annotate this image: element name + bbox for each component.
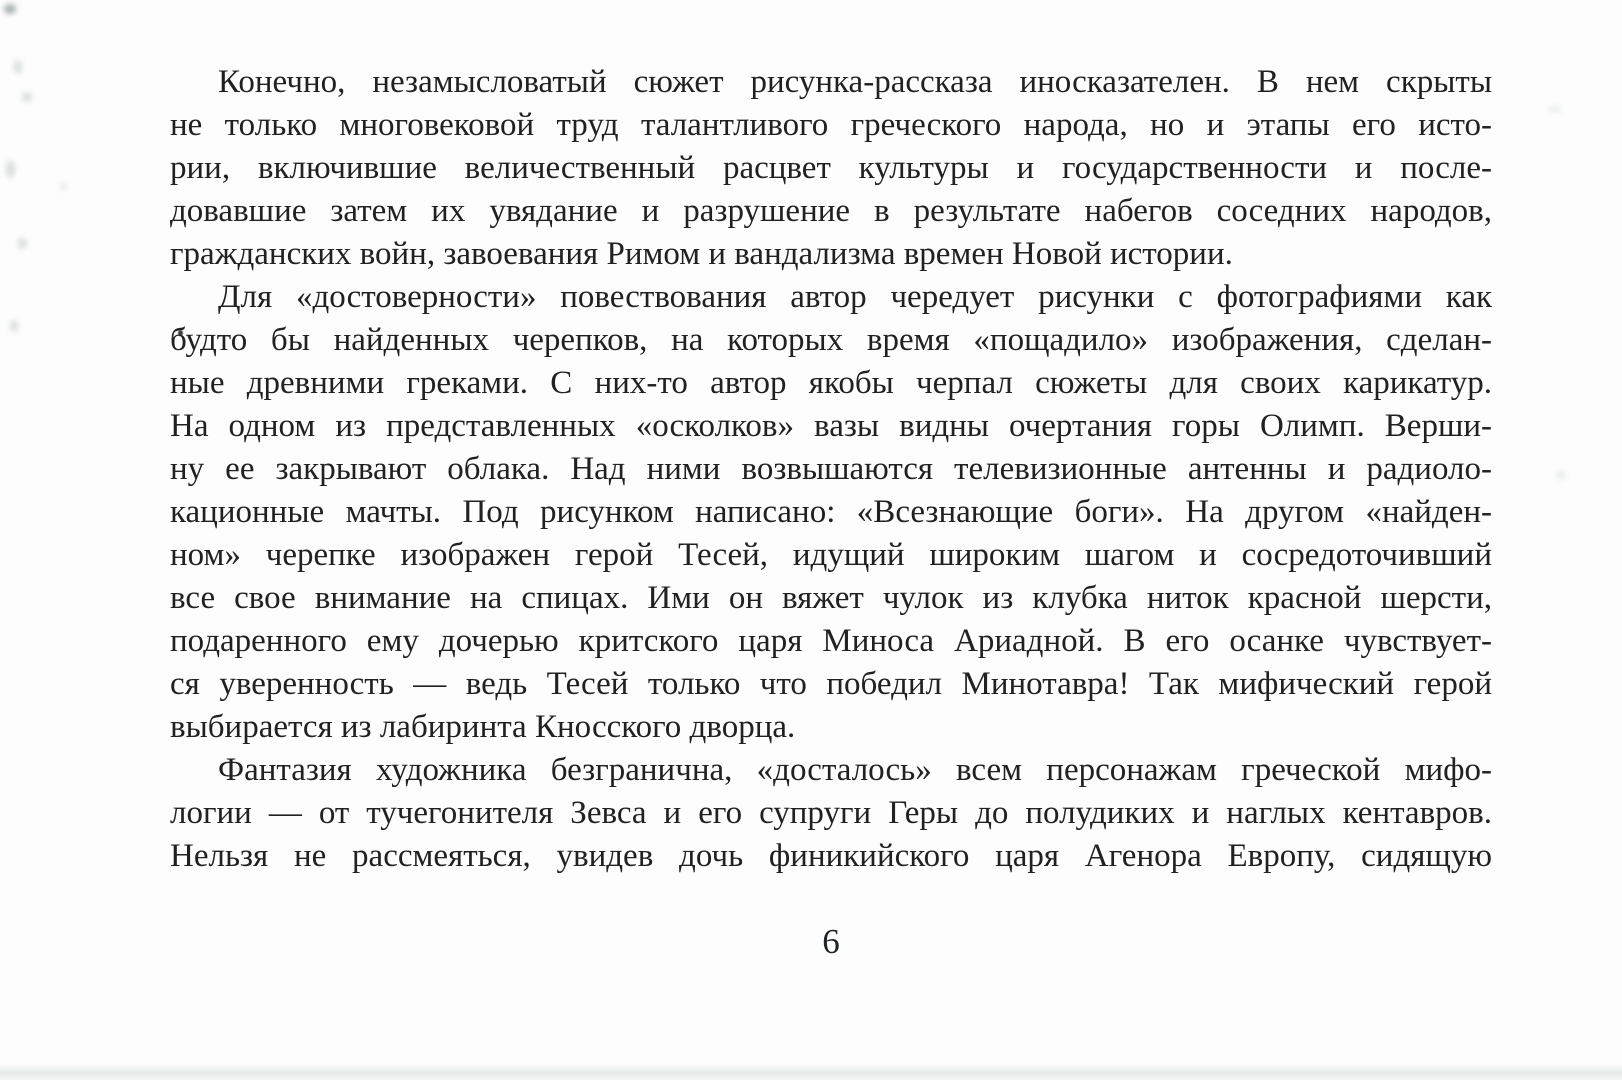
scan-smudge bbox=[14, 60, 22, 74]
text-line: довавшие затем их увядание и разрушение в результате набегов соседних народов, bbox=[170, 193, 1492, 229]
scan-smudge bbox=[60, 182, 67, 190]
text-line: Фантазия художника безгранична, «досталось» всем персонажам греческой мифо- bbox=[218, 752, 1492, 788]
scan-smudge bbox=[10, 320, 18, 332]
scan-smudge bbox=[4, 4, 16, 14]
text-line: ном» черепке изображен герой Тесей, идущий широким шагом и сосредоточивший bbox=[170, 537, 1492, 573]
scan-smudge bbox=[1556, 470, 1566, 479]
text-line: не только многовековой труд талантливого греческого народа, но и этапы его исто- bbox=[170, 107, 1492, 143]
scan-smudge bbox=[6, 160, 15, 178]
text-line: подаренного ему дочерью критского царя Миноса Ариадной. В его осанке чувствует- bbox=[170, 623, 1492, 659]
text-line: ся уверенность — ведь Тесей только что победил Минотавра! Так мифический герой bbox=[170, 666, 1492, 702]
scan-bottom-shadow bbox=[0, 1064, 1622, 1080]
scan-smudge bbox=[1548, 106, 1562, 112]
body-text bbox=[170, 61, 1492, 878]
text-line: гражданских войн, завоевания Римом и вандализма времен Новой истории. bbox=[170, 236, 1233, 272]
scan-smudge bbox=[18, 238, 27, 249]
text-line: Нельзя не рассмеяться, увидев дочь финикийского царя Агенора Европу, сидящую bbox=[170, 838, 1492, 874]
text-line: Конечно, незамысловатый сюжет рисунка-рассказа иносказателен. В нем скрыты bbox=[218, 64, 1492, 100]
text-line: выбирается из лабиринта Кносского дворца. bbox=[170, 709, 796, 745]
text-line: будто бы найденных черепков, на которых время «пощадило» изображения, сделан- bbox=[170, 322, 1492, 358]
text-line: все свое внимание на спицах. Ими он вяжет чулок из клубка ниток красной шерсти, bbox=[170, 580, 1492, 616]
text-line: Для «достоверности» повествования автор чередует рисунки с фотографиями как bbox=[218, 279, 1492, 315]
text-line: логии — от тучегонителя Зевса и его супруги Геры до полудиких и наглых кентавров. bbox=[170, 795, 1492, 831]
text-line: рии, включившие величественный расцвет культуры и государственности и после- bbox=[170, 150, 1492, 186]
text-line: ну ее закрывают облака. Над ними возвышаются телевизионные антенны и радиоло- bbox=[170, 451, 1492, 487]
scan-smudge bbox=[22, 92, 32, 102]
text-line: ные древними греками. С них-то автор якобы черпал сюжеты для своих карикатур. bbox=[170, 365, 1492, 401]
text-line: На одном из представленных «осколков» вазы видны очертания горы Олимп. Верши- bbox=[170, 408, 1492, 444]
page-number: 6 bbox=[822, 922, 840, 961]
text-line: кационные мачты. Под рисунком написано: «Всезнающие боги». На другом «найден- bbox=[170, 494, 1492, 530]
